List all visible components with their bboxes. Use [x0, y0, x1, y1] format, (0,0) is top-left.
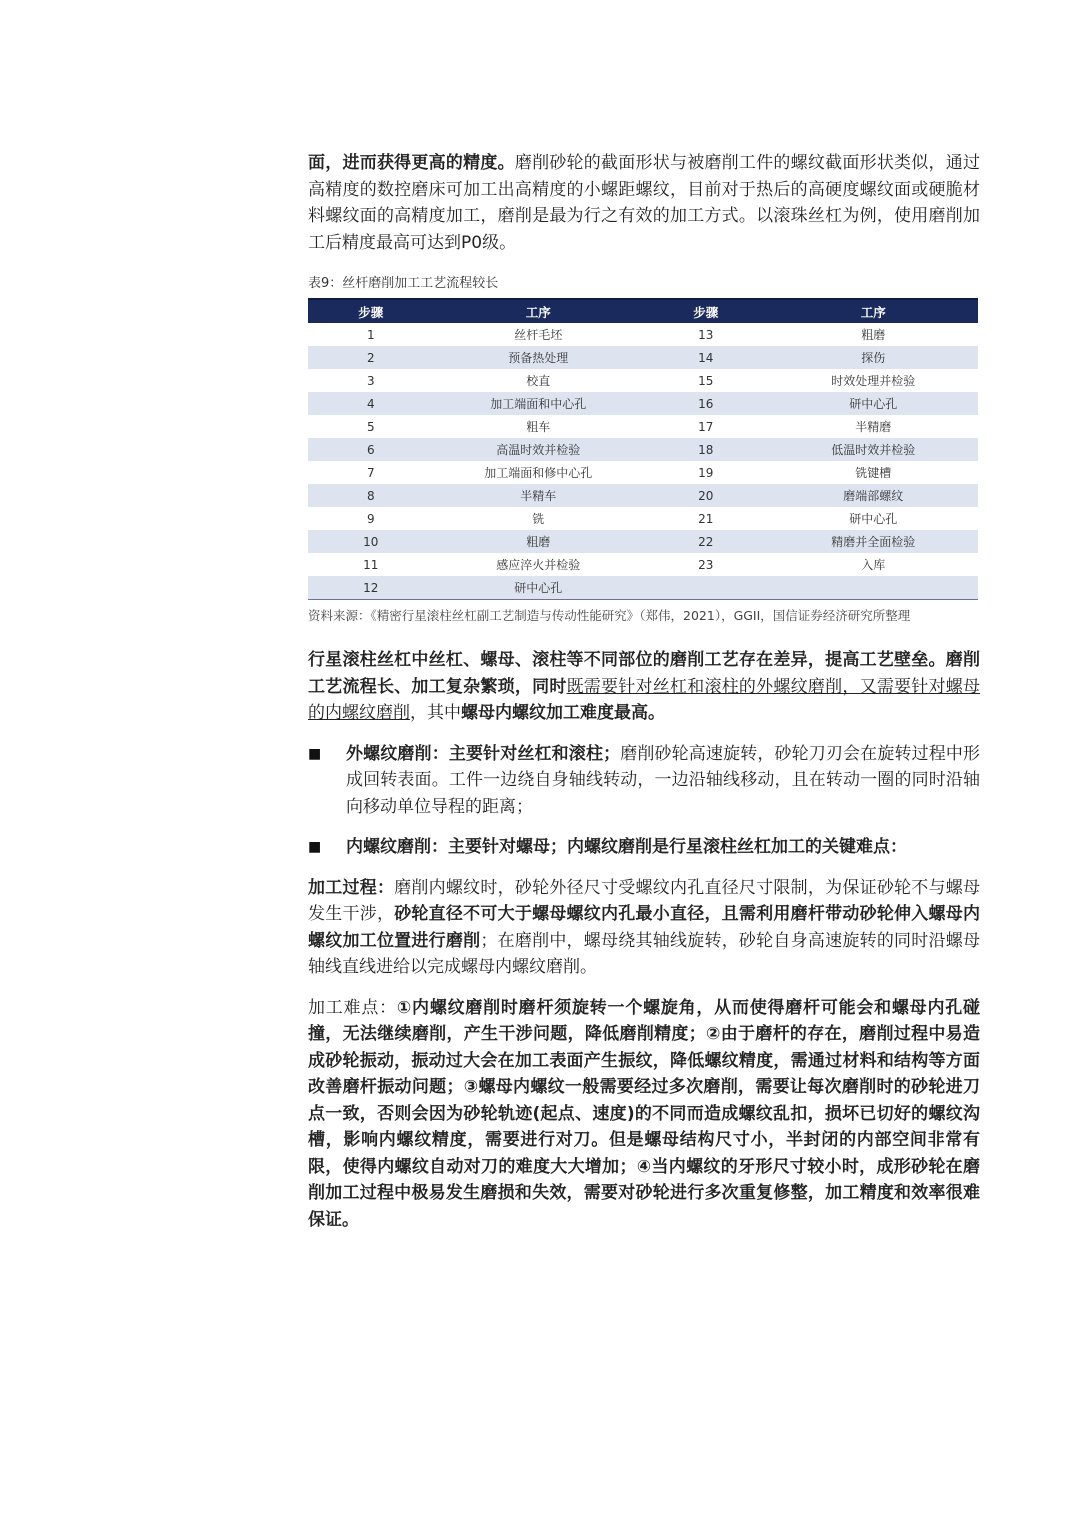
table-cell: 粗磨: [434, 530, 643, 553]
table-cell: 加工端面和中心孔: [434, 392, 643, 415]
table-cell: 22: [643, 530, 769, 553]
difference-bold: 行星滚柱丝杠中丝杠、螺母、滚柱等不同部位的磨削工艺存在差异，提高工艺壁垒。磨削工艺流程长、加工复杂繁琐，同时: [308, 650, 980, 697]
table-cell: [643, 576, 769, 600]
process-text-2: ；在磨削中，螺母绕其轴线旋转，砂轮自身高速旋转的同时沿螺母轴线直线进给以完成螺母内螺纹磨削。: [308, 930, 981, 977]
table-cell: [769, 576, 978, 600]
process-text-1: 磨削内螺纹时，砂轮外径尺寸受螺纹内孔直径尺寸限制，为保证砂轮不与螺母发生干涉，: [308, 877, 981, 924]
difference-underline: 既需要针对丝杠和滚柱的外螺纹磨削，又需要针对螺母的内螺纹磨削: [308, 676, 981, 723]
difficulty-paragraph: [308, 995, 980, 1234]
table-cell: 高温时效并检验: [434, 438, 643, 461]
difficulty-text: ①内螺纹磨削时磨杆须旋转一个螺旋角，从而使得磨杆可能会和螺母内孔碰撞，无法继续磨削，产生干涉问题，降低磨削精度；②由于磨杆的存在，磨削过程中易造成砂轮振动，振动过大会在加工表面产生振纹，降低螺纹精度，需通过材料和结构等方面改善磨杆振动问题；③螺母内螺纹一般需要经过多次磨削，需要让每次磨削时的砂轮进刀点一致，否则会因为砂轮轨迹(起点、速度)的不同而造成螺纹乱扣，损坏已切好的螺纹沟槽，影响内螺纹精度，需要进行对刀。但是螺母结构尺寸小，半封闭的内部空间非常有限，使得内螺纹自动对刀的难度大大增加；④当内螺纹的牙形尺寸较小时，成形砂轮在磨削加工过程中极易发生磨损和失效，需要对砂轮进行多次重复修整，加工精度和效率很难保证。: [308, 997, 980, 1230]
table-row: [308, 346, 978, 369]
square-bullet-icon: ■: [308, 745, 322, 762]
table-row: [308, 438, 978, 461]
table-cell: 半精车: [434, 484, 643, 507]
table-header-row: [308, 299, 978, 323]
table-row: [308, 369, 978, 392]
table-cell: 半精磨: [855, 420, 892, 434]
bullet-external-label: 外螺纹磨削：主要针对丝杠和滚柱；: [346, 743, 621, 764]
bullet-internal-grinding: [308, 834, 980, 861]
table-cell: 粗磨: [861, 328, 886, 342]
table-cell: 研中心孔: [769, 392, 978, 415]
table-cell: 15: [698, 373, 714, 388]
table-cell: 4: [308, 392, 434, 415]
table-cell: 10: [308, 530, 434, 553]
table-cell: 19: [698, 465, 714, 480]
table-cell: 铣键槽: [855, 466, 892, 480]
table-row: [308, 415, 978, 438]
table-cell: 精磨并全面检验: [769, 530, 978, 553]
table-cell: 14: [643, 346, 769, 369]
bullet-external-text: 磨削砂轮高速旋转，砂轮刀刃会在旋转过程中形成回转表面。工件一边绕自身轴线转动，一边沿轴线移动，且在转动一圈的同时沿轴向移动单位导程的距离；: [346, 743, 981, 817]
header-process-2: 工序: [769, 299, 978, 323]
table-row: [308, 530, 978, 553]
table-title: 表9：丝杆磨削加工工艺流程较长: [308, 276, 499, 291]
table-cell: 加工端面和修中心孔: [484, 466, 593, 480]
process-bold: 砂轮直径不可大于螺母螺纹内孔最小直径，且需利用磨杆带动砂轮伸入螺母内螺纹加工位置进行磨削: [308, 904, 981, 951]
process-paragraph: [308, 875, 980, 981]
table-cell: 12: [308, 576, 434, 600]
table-cell: 21: [698, 511, 714, 526]
table-row: [308, 484, 978, 507]
bullet-internal-label: 内螺纹磨削：主要针对螺母；内螺纹磨削是行星滚柱丝杠加工的关键难点：: [346, 837, 907, 857]
table-cell: 铣: [532, 512, 545, 526]
table-row: [308, 553, 978, 576]
document-body: [308, 150, 980, 1233]
table-cell: 8: [308, 484, 434, 507]
table-cell: 18: [643, 438, 769, 461]
table-cell: 校直: [526, 374, 551, 388]
intro-paragraph: [308, 150, 980, 256]
table-cell: 6: [308, 438, 434, 461]
table-source: 资料来源：《精密行星滚柱丝杠副工艺制造与传动性能研究》（郑伟，2021），GGII，国信证券经济研究所整理: [308, 608, 911, 623]
table-cell: 23: [698, 557, 714, 572]
header-process-1: 工序: [434, 299, 643, 323]
table-cell: 17: [698, 419, 714, 434]
bullet-external-grinding: [308, 741, 980, 821]
table-cell: 时效处理并检验: [831, 374, 916, 388]
header-step-1: 步骤: [308, 299, 434, 323]
process-label: 加工过程：: [308, 877, 395, 898]
difference-text: ，其中: [410, 703, 461, 723]
table-cell: 1: [366, 327, 375, 342]
table-cell: 5: [366, 419, 375, 434]
header-step-2: 步骤: [643, 299, 769, 323]
table-cell: 感应淬火并检验: [496, 558, 581, 572]
process-table: [308, 298, 978, 600]
table-cell: 2: [308, 346, 434, 369]
difference-emphasis: 螺母内螺纹加工难度最高。: [461, 703, 665, 723]
table-cell: 低温时效并检验: [769, 438, 978, 461]
table-cell: 13: [698, 327, 714, 342]
table-cell: 研中心孔: [849, 512, 898, 526]
table-cell: 20: [643, 484, 769, 507]
square-bullet-icon: ■: [308, 839, 322, 855]
table-cell: 9: [366, 511, 375, 526]
table-row: [308, 323, 978, 346]
intro-lead: 面，进而获得更高的精度。: [308, 153, 515, 173]
table-cell: 粗车: [526, 420, 551, 434]
table-row: [308, 576, 978, 600]
table-cell: 入库: [861, 558, 886, 572]
table-cell: 研中心孔: [434, 576, 643, 600]
table-row: [308, 507, 978, 530]
table-row: [308, 392, 978, 415]
table-cell: 7: [366, 465, 375, 480]
difficulty-label: 加工难点：: [308, 997, 397, 1018]
table-cell: 16: [643, 392, 769, 415]
table-cell: 探伤: [769, 346, 978, 369]
intro-text: 磨削砂轮的截面形状与被磨削工件的螺纹截面形状类似，通过高精度的数控磨床可加工出高精度的小螺距螺纹，目前对于热后的高硬度螺纹面或硬脆材料螺纹面的高精度加工，磨削是最为行之有效的加工方式。以滚珠丝杠为例，使用磨削加工后精度最高可达到P0级。: [308, 153, 981, 253]
difference-paragraph: [308, 647, 980, 727]
table-cell: 3: [366, 373, 375, 388]
table-row: [308, 461, 978, 484]
table-cell: 预备热处理: [434, 346, 643, 369]
table-cell: 磨端部螺纹: [769, 484, 978, 507]
table-cell: 11: [363, 557, 379, 572]
table-cell: 丝杆毛坯: [514, 328, 563, 342]
